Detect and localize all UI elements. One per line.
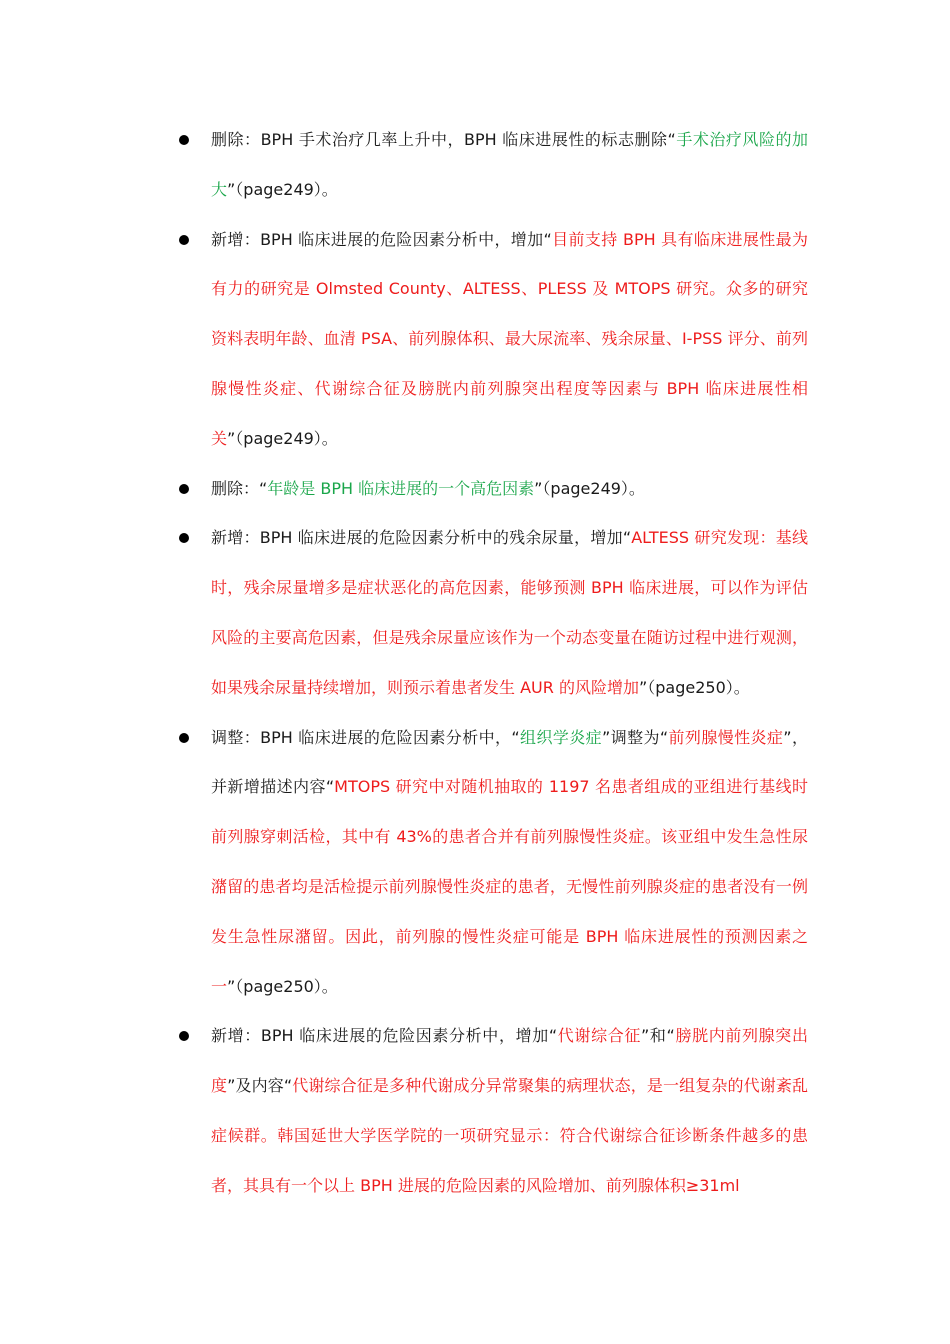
item-text: ”（page249）。 (534, 478, 645, 498)
added-text: 膀胱内前列腺突出度 (211, 1026, 808, 1096)
item-text: ”（page250）。 (227, 976, 338, 996)
item-text: ”，并新增描述内容“ (211, 727, 808, 797)
item-text: ”（page250）。 (638, 677, 750, 697)
item-text: ”（page249）。 (227, 179, 338, 199)
list-item (0, 1011, 808, 1210)
item-text: ”调整为“ (602, 727, 669, 747)
added-text: 前列腺慢性炎症 (668, 727, 784, 747)
item-text: ”（page249）。 (227, 428, 338, 448)
item-text: 新增：BPH 临床进展的危险因素分析中，增加“ (211, 229, 552, 249)
added-text: 目前支持 BPH 具有临床进展性最为有力的研究是 Olmsted County、ALTESS、PLESS 及 MTOPS 研究。众多的研究资料表明年龄、血清 PSA、前列腺体积、最大尿流率、残余尿量、I-PSS 评分、前列腺慢性炎症、代谢综合征及膀胱内前列腺突出程度等因素与 BPH 临床进展性相关 (211, 229, 808, 448)
item-text: 删除：“ (211, 478, 268, 498)
added-text: 代谢综合征 (557, 1026, 641, 1046)
added-text: MTOPS 研究中对随机抽取的 1197 名患者组成的亚组进行基线时前列腺穿刺活检，其中有 43%的患者合并有前列腺慢性炎症。该亚组中发生急性尿潴留的患者均是活检提示前列腺慢性炎症的患者，无慢性前列腺炎症的患者没有一例发生急性尿潴留。因此，前列腺的慢性炎症可能是 BPH 临床进展性的预测因素之一 (211, 777, 808, 996)
bullet-icon (179, 733, 189, 743)
deleted-text: 年龄是 BPH 临床进展的一个高危因素 (267, 478, 535, 498)
item-text: 调整：BPH 临床进展的危险因素分析中，“ (211, 727, 520, 747)
item-text: 新增：BPH 临床进展的危险因素分析中，增加“ (211, 1026, 558, 1046)
item-text: 新增：BPH 临床进展的危险因素分析中的残余尿量，增加“ (211, 528, 632, 548)
deleted-text: 组织学炎症 (519, 727, 603, 747)
list-item (0, 513, 808, 712)
list-item (0, 215, 808, 464)
revision-list (0, 115, 950, 1211)
deleted-text: 手术治疗风险的加大 (211, 130, 808, 199)
list-item (0, 713, 808, 1012)
added-text: 代谢综合征是多种代谢成分异常聚集的病理状态，是一组复杂的代谢紊乱症候群。韩国延世大学医学院的一项研究显示：符合代谢综合征诊断条件越多的患者，其具有一个以上 BPH 进展的危险因素的风险增加、前列腺体积≥31ml (211, 1076, 808, 1195)
item-text: ”及内容“ (227, 1076, 293, 1096)
item-text: ”和“ (640, 1026, 675, 1046)
bullet-icon (179, 1031, 189, 1041)
bullet-icon (179, 484, 189, 494)
list-item (0, 464, 808, 514)
list-item (0, 115, 808, 215)
bullet-icon (179, 533, 189, 543)
bullet-icon (179, 135, 189, 145)
added-text: ALTESS 研究发现：基线时，残余尿量增多是症状恶化的高危因素，能够预测 BPH 临床进展，可以作为评估风险的主要高危因素，但是残余尿量应该作为一个动态变量在随访过程中进行观测，如果残余尿量持续增加，则预示着患者发生 AUR 的风险增加 (211, 528, 808, 697)
bullet-icon (179, 235, 189, 245)
item-text: 删除：BPH 手术治疗几率上升中，BPH 临床进展性的标志删除“ (211, 130, 676, 149)
